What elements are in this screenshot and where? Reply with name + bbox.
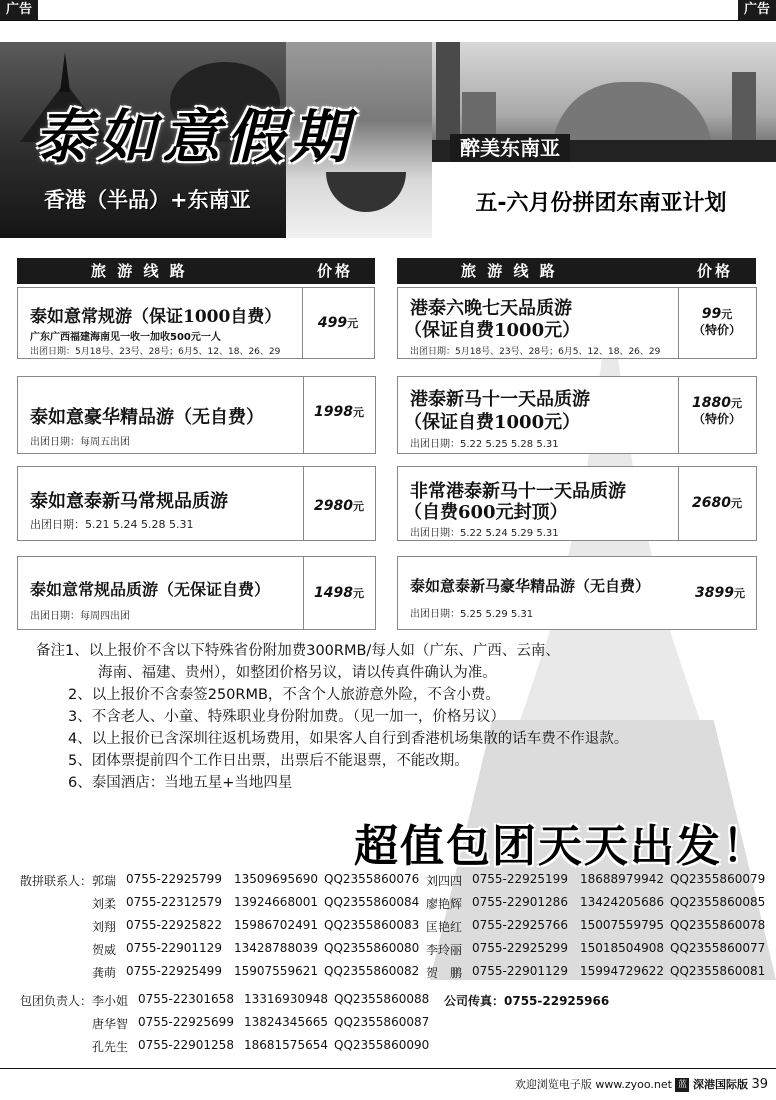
note-item-continued: 海南、福建、贵州），如整团价格另议，请以传真件确认为准。: [98, 665, 497, 681]
contact-row: [20, 895, 770, 915]
tour-note: 广东广西福建海南见一收一加收500元一人: [30, 332, 221, 343]
contact-mobile[interactable]: 15007559795: [580, 918, 664, 932]
tour-name: 泰如意常规游（保证1000自费）: [30, 307, 282, 327]
note-item: 备注1、以上报价不含以下特殊省份附加费300RMB/每人如（广东、广西、云南、: [36, 643, 560, 659]
slogan-daily-departure: 超值包团天天出发！: [354, 821, 768, 872]
company-fax[interactable]: 公司传真：0755-22925966: [444, 994, 610, 1008]
tour-name-line2: （保证自费1000元）: [404, 320, 581, 341]
page-footer: [515, 1076, 768, 1092]
publication-logo-icon: 蓝: [675, 1078, 689, 1092]
leader-qq[interactable]: QQ2355860088: [334, 992, 430, 1006]
contact-mobile[interactable]: 15018504908: [580, 941, 664, 955]
bottom-rule: [0, 1068, 776, 1069]
site-link[interactable]: www.zyoo.net: [595, 1078, 672, 1091]
contact-mobile[interactable]: 13424205686: [580, 895, 664, 909]
leader-mobile[interactable]: 13824345665: [244, 1015, 328, 1029]
contact-qq[interactable]: QQ2355860085: [670, 895, 766, 909]
contact-mobile[interactable]: 13509695690: [234, 872, 318, 886]
tower-shape: [732, 72, 756, 142]
leader-qq[interactable]: QQ2355860090: [334, 1038, 430, 1052]
contact-row: [20, 941, 770, 961]
leader-tel[interactable]: 0755-22301658: [138, 992, 234, 1006]
contact-tel[interactable]: 0755-22925499: [126, 964, 222, 978]
contact-name: 龚萌: [92, 966, 117, 980]
contact-mobile[interactable]: 15986702491: [234, 918, 318, 932]
brand-subtitle: 香港（半品）+东南亚: [44, 188, 251, 212]
tour-name: 港泰六晚七天品质游: [410, 298, 572, 319]
tour-dates: 出团日期：5.21 5.24 5.28 5.31: [30, 518, 194, 531]
tour-name: 泰如意豪华精品游（无自费）: [30, 407, 264, 428]
contact-tel[interactable]: 0755-22901129: [472, 964, 568, 978]
slogan-tag: 醉美东南亚: [450, 134, 570, 162]
tour-price: 1498元: [314, 585, 364, 601]
contact-qq[interactable]: QQ2355860077: [670, 941, 766, 955]
contact-tel[interactable]: 0755-22925799: [126, 872, 222, 886]
price-header: 价格: [697, 262, 734, 280]
publication-name: 深港国际版: [692, 1078, 748, 1091]
contact-mobile[interactable]: 18688979942: [580, 872, 664, 886]
leader-name: 李小姐: [92, 994, 129, 1008]
route-header: 旅 游 线 路: [461, 262, 558, 280]
tour-price: 1880元 （特价）: [678, 395, 756, 427]
leader-tel[interactable]: 0755-22901258: [138, 1038, 234, 1052]
contact-tel[interactable]: 0755-22925299: [472, 941, 568, 955]
contact-row: [20, 918, 770, 938]
leader-row: [20, 992, 770, 1012]
tower-shape: [436, 42, 460, 142]
tour-name-line2: （保证自费1000元）: [404, 412, 581, 433]
tour-name: 泰如意泰新马常规品质游: [30, 491, 228, 512]
tour-card[interactable]: [17, 466, 376, 541]
tour-price-note: （特价）: [692, 412, 741, 426]
note-item: 5、团体票提前四个工作日出票，出票后不能退票，不能改期。: [68, 753, 469, 769]
brand-title: 泰如意假期: [34, 103, 355, 171]
banner: [0, 42, 776, 238]
contact-mobile[interactable]: 13428788039: [234, 941, 318, 955]
tour-name-line2: （自费600元封顶）: [404, 502, 568, 523]
contact-name: 廖艳辉: [426, 897, 463, 911]
tour-name: 港泰新马十一天品质游: [410, 389, 590, 410]
contact-tel[interactable]: 0755-22312579: [126, 895, 222, 909]
contact-mobile[interactable]: 13924668001: [234, 895, 318, 909]
tour-card[interactable]: [17, 556, 376, 630]
contact-qq[interactable]: QQ2355860081: [670, 964, 766, 978]
contact-name: 贺威: [92, 943, 117, 957]
contact-name: 刘翔: [92, 920, 117, 934]
table-header-right: [397, 258, 756, 284]
contact-qq[interactable]: QQ2355860078: [670, 918, 766, 932]
contact-qq[interactable]: QQ2355860083: [324, 918, 420, 932]
contact-qq[interactable]: QQ2355860076: [324, 872, 420, 886]
contact-name: 匡艳红: [426, 920, 463, 934]
price-header: 价格: [317, 262, 354, 280]
tour-price: 2680元: [692, 495, 742, 511]
tour-name: 泰如意常规品质游（无保证自费）: [30, 580, 271, 599]
leader-mobile[interactable]: 18681575654: [244, 1038, 328, 1052]
boat-shape: [326, 172, 406, 212]
tour-card[interactable]: [17, 376, 376, 454]
tour-dates: 出团日期：5.25 5.29 5.31: [410, 609, 534, 620]
note-item: 6、泰国酒店：当地五星+当地四星: [68, 775, 293, 791]
tour-dates: 出团日期：每周五出团: [30, 437, 130, 448]
tour-price: 99元 （特价）: [678, 306, 756, 338]
contact-mobile[interactable]: 15907559621: [234, 964, 318, 978]
contact-tel[interactable]: 0755-22925822: [126, 918, 222, 932]
ad-tag-left: 广告: [0, 0, 38, 20]
leader-tel[interactable]: 0755-22925699: [138, 1015, 234, 1029]
tour-dates: 出团日期：5.22 5.25 5.28 5.31: [410, 439, 559, 450]
note-item: 4、以上报价已含深圳往返机场费用，如果客人自行到香港机场集散的话车费不作退款。: [68, 731, 629, 747]
tour-price: 2980元: [314, 498, 364, 514]
tour-price: 1998元: [314, 404, 364, 420]
contact-tel[interactable]: 0755-22901129: [126, 941, 222, 955]
tour-price: 3899元: [695, 585, 745, 601]
leader-mobile[interactable]: 13316930948: [244, 992, 328, 1006]
ad-tag-right: 广告: [738, 0, 776, 20]
tour-price: 499元: [317, 315, 359, 331]
tour-card[interactable]: [397, 556, 757, 630]
tour-dates: 出团日期：5.22 5.24 5.29 5.31: [410, 528, 559, 539]
tour-dates: 出团日期：5月18号、23号、28号；6月5、12、18、26、29: [30, 347, 281, 357]
leader-name: 唐华智: [92, 1017, 129, 1031]
contact-name: 刘四四: [426, 874, 463, 888]
leader-row: [20, 1015, 770, 1035]
note-item: 2、以上报价不含泰签250RMB，不含个人旅游意外险，不含小费。: [68, 687, 500, 703]
leader-name: 孔先生: [92, 1040, 129, 1054]
contact-name: 李玲丽: [426, 943, 463, 957]
contact-qq[interactable]: QQ2355860079: [670, 872, 766, 886]
tour-card[interactable]: [397, 466, 757, 541]
temple-spire-shape: [60, 52, 70, 92]
tour-dates: 出团日期：每周四出团: [30, 611, 130, 622]
contact-row: [20, 872, 770, 892]
contact-tel[interactable]: 0755-22925766: [472, 918, 568, 932]
tour-card[interactable]: [397, 376, 757, 454]
contact-tel[interactable]: 0755-22925199: [472, 872, 568, 886]
contact-name: 刘柔: [92, 897, 117, 911]
tour-card[interactable]: [397, 287, 757, 359]
tour-card[interactable]: [17, 287, 375, 359]
contact-qq[interactable]: QQ2355860082: [324, 964, 420, 978]
page-number: 39: [751, 1077, 768, 1092]
leader-qq[interactable]: QQ2355860087: [334, 1015, 430, 1029]
contact-name: 贺 鹏: [426, 966, 463, 980]
top-rule: [0, 20, 776, 21]
leader-row: [20, 1038, 770, 1058]
contact-tel[interactable]: 0755-22901286: [472, 895, 568, 909]
route-header: 旅 游 线 路: [91, 262, 188, 280]
tour-price-note: （特价）: [692, 323, 741, 337]
plan-title: 五-六月份拼团东南亚计划: [436, 174, 766, 234]
tour-name: 泰如意泰新马豪华精品游（无自费）: [410, 577, 651, 595]
tour-dates: 出团日期：5月18号、23号、28号；6月5、12、18、26、29: [410, 347, 661, 357]
contact-qq[interactable]: QQ2355860080: [324, 941, 420, 955]
contact-mobile[interactable]: 15994729622: [580, 964, 664, 978]
leaders-label: 包团负责人：: [20, 994, 93, 1008]
note-item: 3、不含老人、小童、特殊职业身份附加费。（见一加一，价格另议）: [68, 709, 505, 725]
table-header-left: [17, 258, 375, 284]
browse-label: 欢迎浏览电子版: [514, 1078, 592, 1091]
tour-name: 非常港泰新马十一天品质游: [410, 481, 626, 502]
contact-name: 郭瑞: [92, 874, 117, 888]
contacts-label: 散拼联系人：: [20, 874, 93, 888]
contact-qq[interactable]: QQ2355860084: [324, 895, 420, 909]
contact-row: [20, 964, 770, 984]
